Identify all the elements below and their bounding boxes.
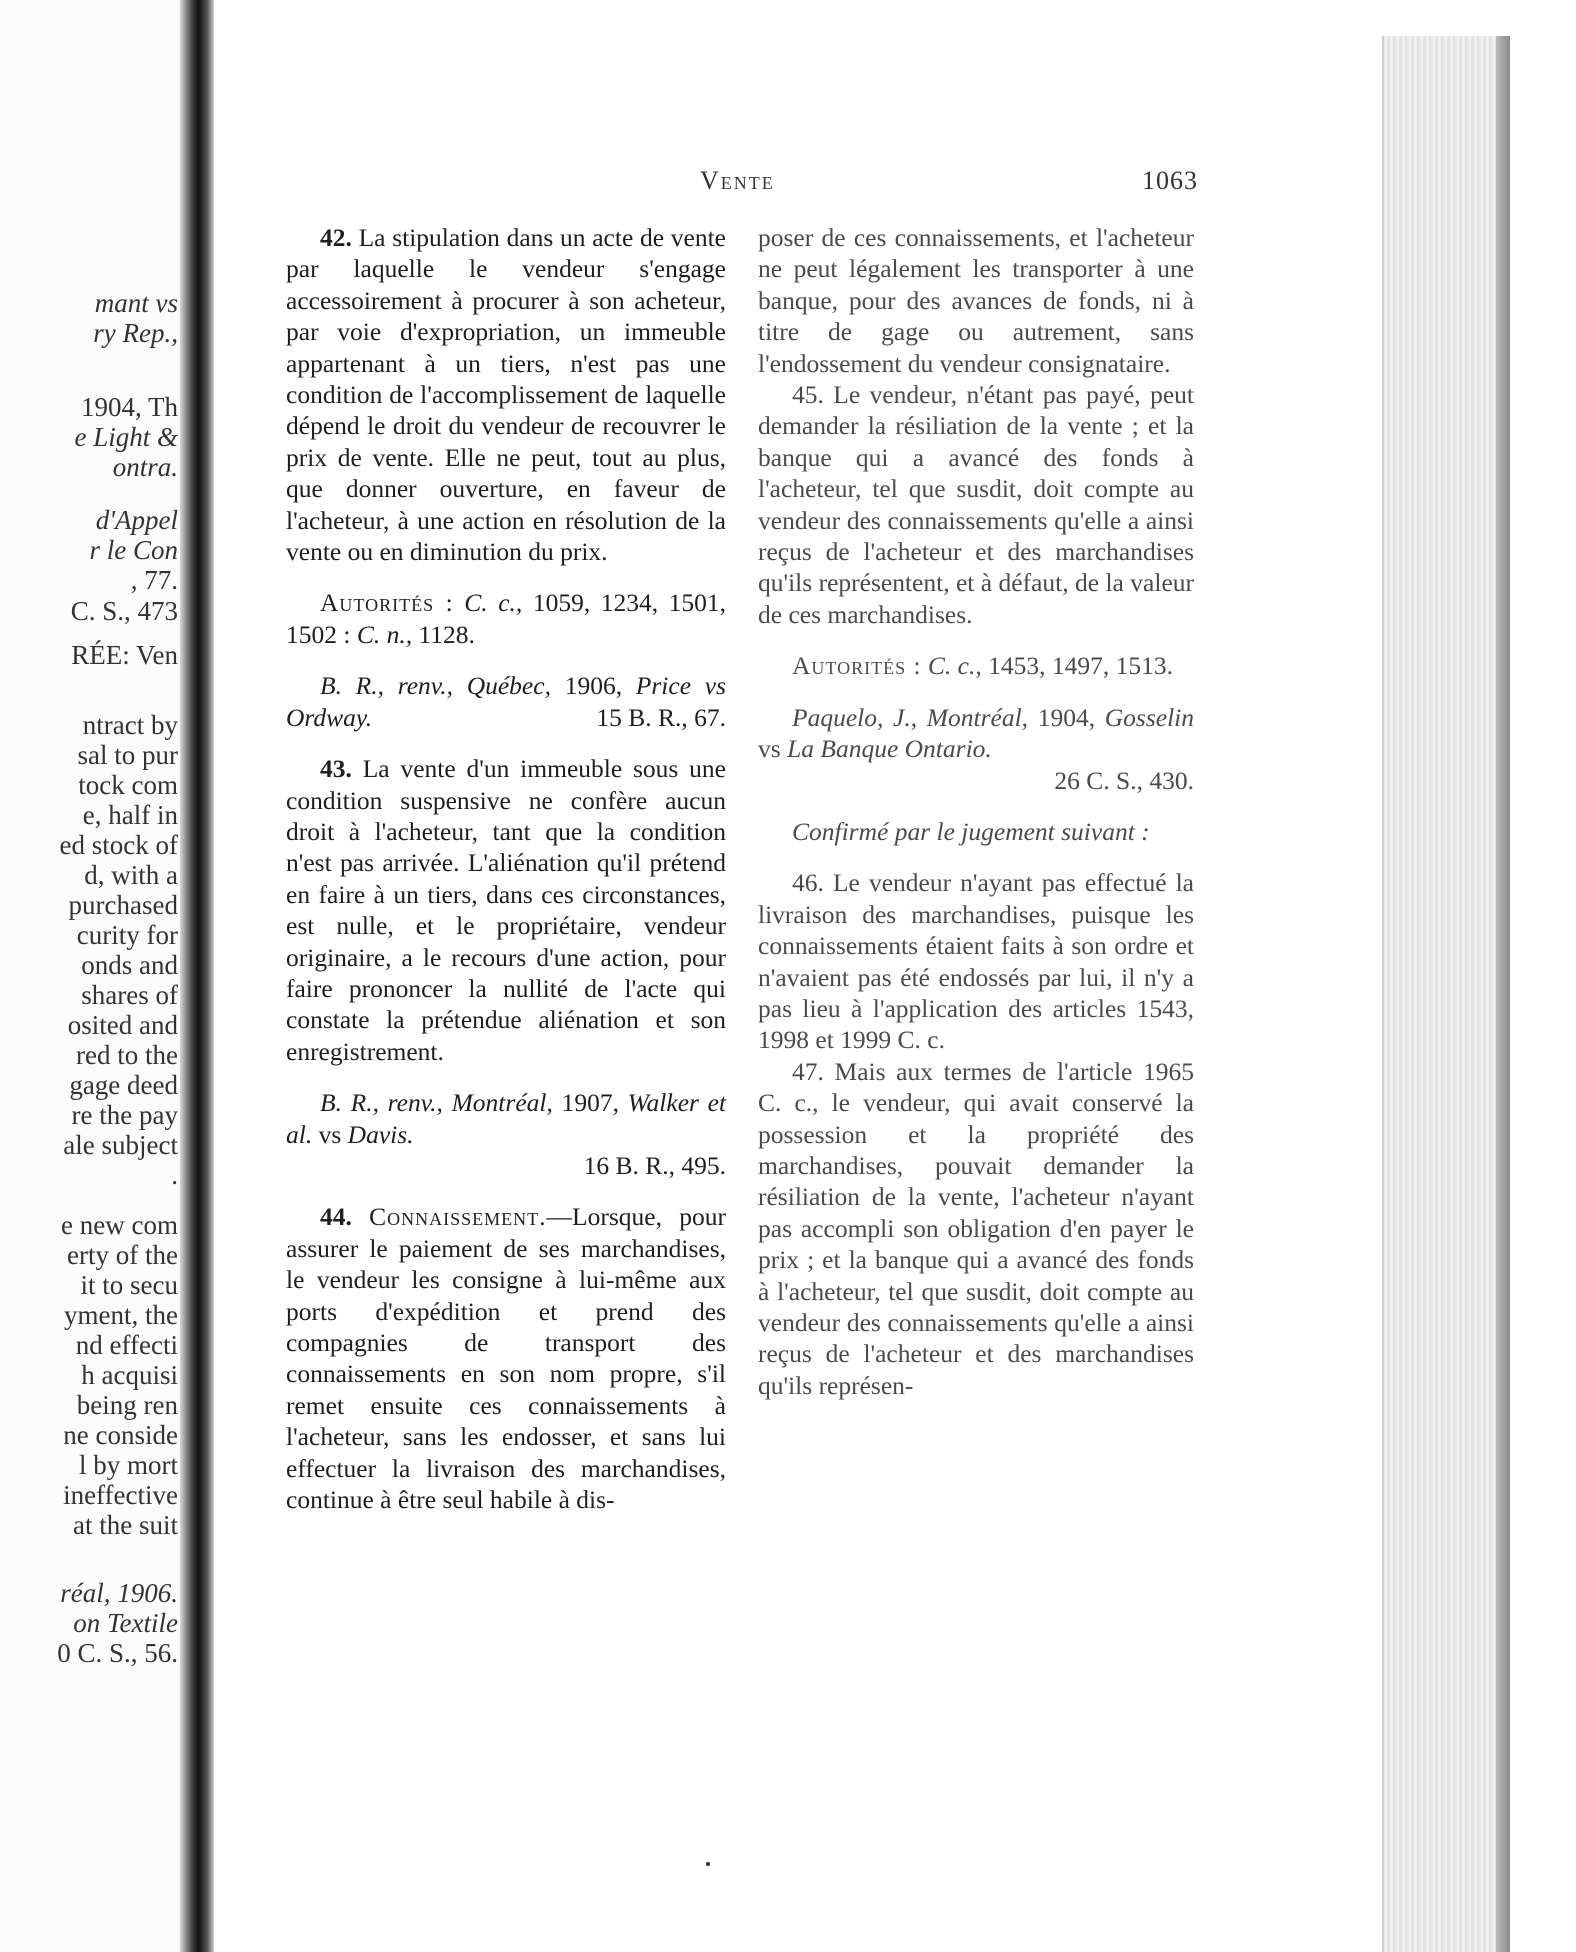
facing-page-line: being ren: [76, 1390, 178, 1420]
facing-page-line: red to the: [76, 1040, 178, 1070]
paragraph-number: 45.: [792, 380, 824, 410]
paragraph-text: Le vendeur, n'étant pas payé, peut demander la résiliation de la vente ; et la banque qui a avancé des fonds à l'acheteur, tel que susdit, doit compte au vendeur des connaissements qu'elle a ainsi reçus de l'acheteur et des marchandises qu'ils représentent, et à défaut, de la valeur de ces marchandises.: [758, 380, 1194, 629]
page-fore-edge: [1382, 36, 1510, 1952]
authorities-label: Autorités :: [320, 588, 454, 618]
code-ref: C. c.,: [464, 588, 523, 618]
facing-page-line: it to secu: [80, 1270, 178, 1300]
facing-page-line: tock com: [78, 770, 178, 800]
facing-page-line: ontra.: [112, 452, 178, 482]
facing-page-line: RÉE: Ven: [71, 640, 178, 670]
facing-page-line: .: [171, 1160, 178, 1190]
running-head: Vente: [700, 166, 775, 195]
paragraph-44: [286, 1201, 726, 1515]
paragraph-number: 42.: [320, 223, 352, 252]
article-list: 1453, 1497, 1513.: [988, 651, 1173, 681]
report-ref: 15 B. R., 67.: [596, 702, 726, 732]
book-gutter: [180, 0, 214, 1952]
facing-page-line: osited and: [67, 1010, 178, 1040]
citation-year: 1907,: [561, 1088, 619, 1118]
facing-page-line: , 77.: [130, 565, 178, 595]
paragraph-43: [286, 753, 726, 1067]
case-citation: [286, 670, 726, 733]
facing-page-line: C. S., 473: [70, 596, 178, 626]
paragraph-46: [758, 867, 1194, 1055]
case-name: Gosselin: [1104, 702, 1195, 732]
paragraph-number: 43.: [320, 754, 352, 784]
code-ref: C. c.,: [927, 651, 982, 681]
authorities-label: Autorités :: [792, 651, 922, 681]
case-name: Walker et al.: [286, 1088, 727, 1149]
case-citation: [758, 702, 1194, 765]
paragraph-text: Mais aux termes de l'article 1965 C. c., le vendeur, qui avait conservé la possession et la propriété des marchandises, pouvait demander la résiliation de la vente, l'acheteur n'ayant pas accompli son obligation d'en payer le prix ; et la banque qui a avancé des fonds à l'acheteur, tel que susdit, doit compte au vendeur des connaissements qu'elle a ainsi reçus de l'acheteur et des marchandises qu'ils représen-: [758, 1056, 1194, 1400]
case-name: Price vs Ordway.: [286, 671, 726, 732]
case-citation: [286, 1087, 726, 1150]
facing-page-line: sal to pur: [77, 740, 178, 770]
facing-page-line: nd effecti: [75, 1330, 178, 1360]
page-edge-shadow: [1496, 36, 1510, 1952]
facing-page-line: re the pay: [71, 1100, 178, 1130]
section-heading: Connaissement.: [369, 1202, 547, 1232]
facing-page-line: shares of: [81, 980, 178, 1010]
authorities-note: [758, 650, 1194, 681]
facing-page-line: onds and: [81, 950, 178, 980]
article-list: 1128.: [418, 619, 475, 649]
facing-page-line: 0 C. S., 56.: [57, 1638, 178, 1668]
versus: vs: [318, 1119, 342, 1149]
facing-page-fragment: [0, 0, 188, 1952]
citation-year: 1904,: [1037, 702, 1096, 732]
facing-page-line: ineffective: [63, 1480, 178, 1510]
facing-page-line: gage deed: [69, 1070, 178, 1100]
paragraph-number: 47.: [792, 1056, 824, 1086]
facing-page-line: e, half in: [82, 800, 178, 830]
paragraph-45: [758, 379, 1194, 630]
court-ref: B. R., renv., Montréal,: [320, 1088, 553, 1118]
report-ref: 26 C. S., 430.: [1054, 765, 1194, 795]
facing-page-line: at the suit: [73, 1510, 178, 1540]
paragraph-42: [286, 222, 726, 567]
code-ref: C. n.,: [356, 619, 413, 649]
left-column: [286, 222, 726, 1515]
confirmation-note: Confirmé par le jugement suivant :: [792, 816, 1150, 846]
paragraph-47: [758, 1056, 1194, 1401]
paragraph-text: Le vendeur n'ayant pas effectué la livraison des marchandises, puisque les connaissements étaient faits à son ordre et n'avaient pas été endossés par lui, il n'y a pas lieu à l'application des articles 1543, 1998 et 1999 C. c.: [758, 868, 1194, 1055]
facing-page-line: 1904, Th: [80, 392, 178, 422]
facing-page-line: d, with a: [84, 860, 178, 890]
facing-page-line: e new com: [61, 1210, 178, 1240]
article-list: 1059, 1234, 1501, 1502 :: [286, 588, 727, 649]
facing-page-line: ry Rep.,: [93, 318, 178, 348]
paragraph-number: 44.: [320, 1202, 352, 1232]
court-ref: B. R., renv., Québec,: [320, 671, 551, 701]
facing-page-line: purchased: [68, 890, 178, 920]
facing-page-line: erty of the: [67, 1240, 178, 1270]
facing-page-line: ntract by: [82, 710, 178, 740]
facing-page-line: d'Appel: [95, 505, 178, 535]
facing-page-line: curity for: [76, 920, 178, 950]
authorities-note: [286, 587, 726, 650]
facing-page-line: e Light &: [74, 422, 178, 452]
facing-page-line: ed stock of: [59, 830, 178, 860]
paragraph-number: 46.: [792, 868, 824, 898]
facing-page-line: r le Con: [89, 535, 178, 565]
report-ref: 16 B. R., 495.: [583, 1150, 726, 1180]
page-number: 1063: [1142, 166, 1198, 195]
court-ref: Paquelo, J., Montréal,: [792, 702, 1029, 732]
page-speck: [706, 1862, 710, 1866]
facing-page-line: yment, the: [64, 1300, 178, 1330]
facing-page-line: ale subject: [63, 1130, 178, 1160]
paragraph-text: La vente d'un immeuble sous une condition suspensive ne confère aucun droit à l'acheteur, tant que la condition n'est pas arrivée. L'aliénation qu'il prétend en faire à un tiers, dans ces circonstances, est nulle, et le propriétaire, vendeur originaire, a le recours d'une action, pour faire prononcer la nullité de l'acte qui constate la prétendue aliénation et son enregistrement.: [286, 754, 726, 1066]
right-column: [758, 222, 1194, 1401]
case-name: La Banque Ontario.: [787, 734, 992, 764]
case-name: Davis.: [347, 1119, 414, 1149]
facing-page-line: ne conside: [63, 1420, 178, 1450]
paragraph-text: La stipulation dans un acte de vente par laquelle le vendeur s'engage accessoirement à procurer à son acheteur, par voie d'expropriation, un immeuble appartenant à un tiers, n'est pas une condition de l'accomplissement de laquelle dépend le droit du vendeur de recouvrer le prix de vente. Elle ne peut, tout au plus, que donner ouverture, en faveur de l'acheteur, à une action en résolution de la vente ou en diminution du prix.: [286, 223, 726, 567]
facing-page-line: mant vs: [94, 288, 178, 318]
paragraph-text: —Lorsque, pour assurer le paiement de ses marchandises, le vendeur les consigne à lui-même aux ports d'expédition et prend des compagnies de transport des connaissements en son nom propre, s'il remet ensuite ces connaissements à l'acheteur, sans les endosser, et sans lui effectuer la livraison des marchandises, continue à être seul habile à dis-: [286, 1202, 726, 1515]
facing-page-line: réal, 1906.: [60, 1578, 178, 1608]
citation-year: 1906,: [564, 671, 623, 701]
versus: vs: [758, 734, 781, 764]
paragraph-44-continued: poser de ces connaissements, et l'acheteur ne peut légalement les transporter à une banque, pour des avances de fonds, ni à titre de gage ou autrement, sans l'endossement du vendeur consignataire.: [758, 223, 1194, 378]
facing-page-line: h acquisi: [81, 1360, 178, 1390]
facing-page-line: on Textile: [73, 1608, 178, 1638]
facing-page-line: l by mort: [79, 1450, 178, 1480]
